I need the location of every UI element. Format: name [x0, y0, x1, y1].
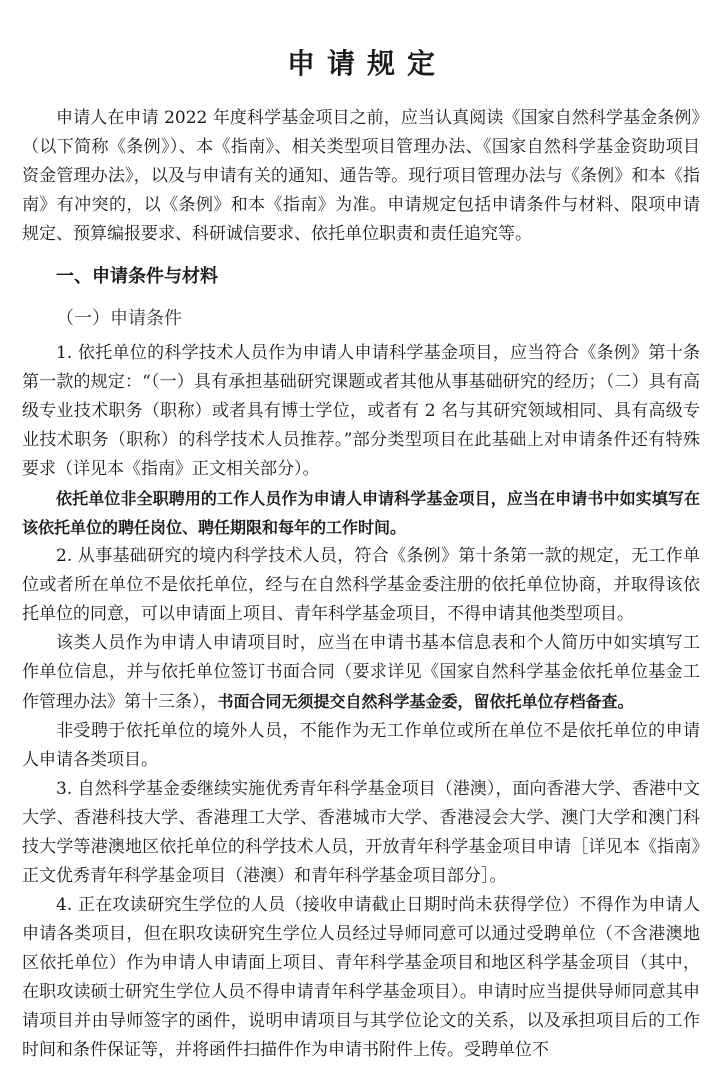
item-2-paragraph: 2. 从事基础研究的境内科学技术人员，符合《条例》第十条第一款的规定，无工作单位或者所在单位不是依托单位，经与在自然科学基金委注册的依托单位协商，并取得该依托单位的同意，可以申请面上项目、青年科学基金项目，不得申请其他类型项目。 — [22, 546, 700, 624]
item-2-contract-text: 该类人员作为申请人申请项目时，应当在申请书基本信息表和个人简历中如实填写工作单位信息，并与依托单位签订书面合同（要求详见《国家自然科学基金依托单位基金工作管理办法》第十三条）， — [22, 633, 700, 712]
item-1-bold-paragraph: 依托单位非全职聘用的工作人员作为申请人申请科学基金项目，应当在申请书中如实填写在该依托单位的聘任岗位、聘任期限和每年的工作时间。 — [22, 489, 700, 537]
item-3-paragraph: 3. 自然科学基金委继续实施优秀青年科学基金项目（港澳），面向香港大学、香港中文大学、香港科技大学、香港理工大学、香港城市大学、香港浸会大学、澳门大学和澳门科技大学等港澳地区依托单位的科学技术人员，开放青年科学基金项目申请［详见本《指南》正文优秀青年科学基金项目（港澳）和青年科学基金项目部分］。 — [22, 779, 700, 886]
item-2-contract-bold-text: 书面合同无须提交自然科学基金委，留依托单位存档备查。 — [217, 692, 634, 711]
item-2-contract-paragraph — [22, 629, 700, 717]
intro-paragraph: 申请人在申请 2022 年度科学基金项目之前，应当认真阅读《国家自然科学基金条例》（以下简称《条例》）、本《指南》、相关类型项目管理办法、《国家自然科学基金资助项目资金管理办法》，以及与申请有关的通知、通告等。现行项目管理办法与《条例》和本《指南》有冲突的，以《条例》和本《指南》为准。申请规定包括申请条件与材料、限项申请规定、预算编报要求、科研诚信要求、依托单位职责和责任追究等。 — [22, 108, 700, 244]
item-2-overseas-paragraph: 非受聘于依托单位的境外人员，不能作为无工作单位或所在单位不是依托单位的申请人申请各类项目。 — [22, 721, 700, 770]
item-4-paragraph: 4. 正在攻读研究生学位的人员（接收申请截止日期时尚未获得学位）不得作为申请人申请各类项目，但在职攻读研究生学位人员经过导师同意可以通过受聘单位（不含港澳地区依托单位）作为申请人申请面上项目、青年科学基金项目和地区科学基金项目（其中，在职攻读硕士研究生学位人员不得申请青年科学基金项目）。申请时应当提供导师同意其申请项目并由导师签字的函件，说明申请项目与其学位论文的关系，以及承担项目后的工作时间和条件保证等，并将函件扫描件作为申请书附件上传。受聘单位不 — [22, 895, 700, 1060]
item-1-paragraph: 1. 依托单位的科学技术人员作为申请人申请科学基金项目，应当符合《条例》第十条第一款的规定：“（一）具有承担基础研究课题或者其他从事基础研究的经历；（二）具有高级专业技术职务（职称）或者具有博士学位，或者有 2 名与其研究领域相同、具有高级专业技术职务（职称）的科学技术人员推荐。”部分类型项目在此基础上对申请条件还有特殊要求（详见本《指南》正文相关部分）。 — [22, 343, 700, 479]
subsection-heading-conditions: （一）申请条件 — [56, 308, 182, 329]
section-heading-application-conditions: 一、申请条件与材料 — [56, 266, 218, 287]
page-title: 申请规定 — [286, 47, 447, 80]
